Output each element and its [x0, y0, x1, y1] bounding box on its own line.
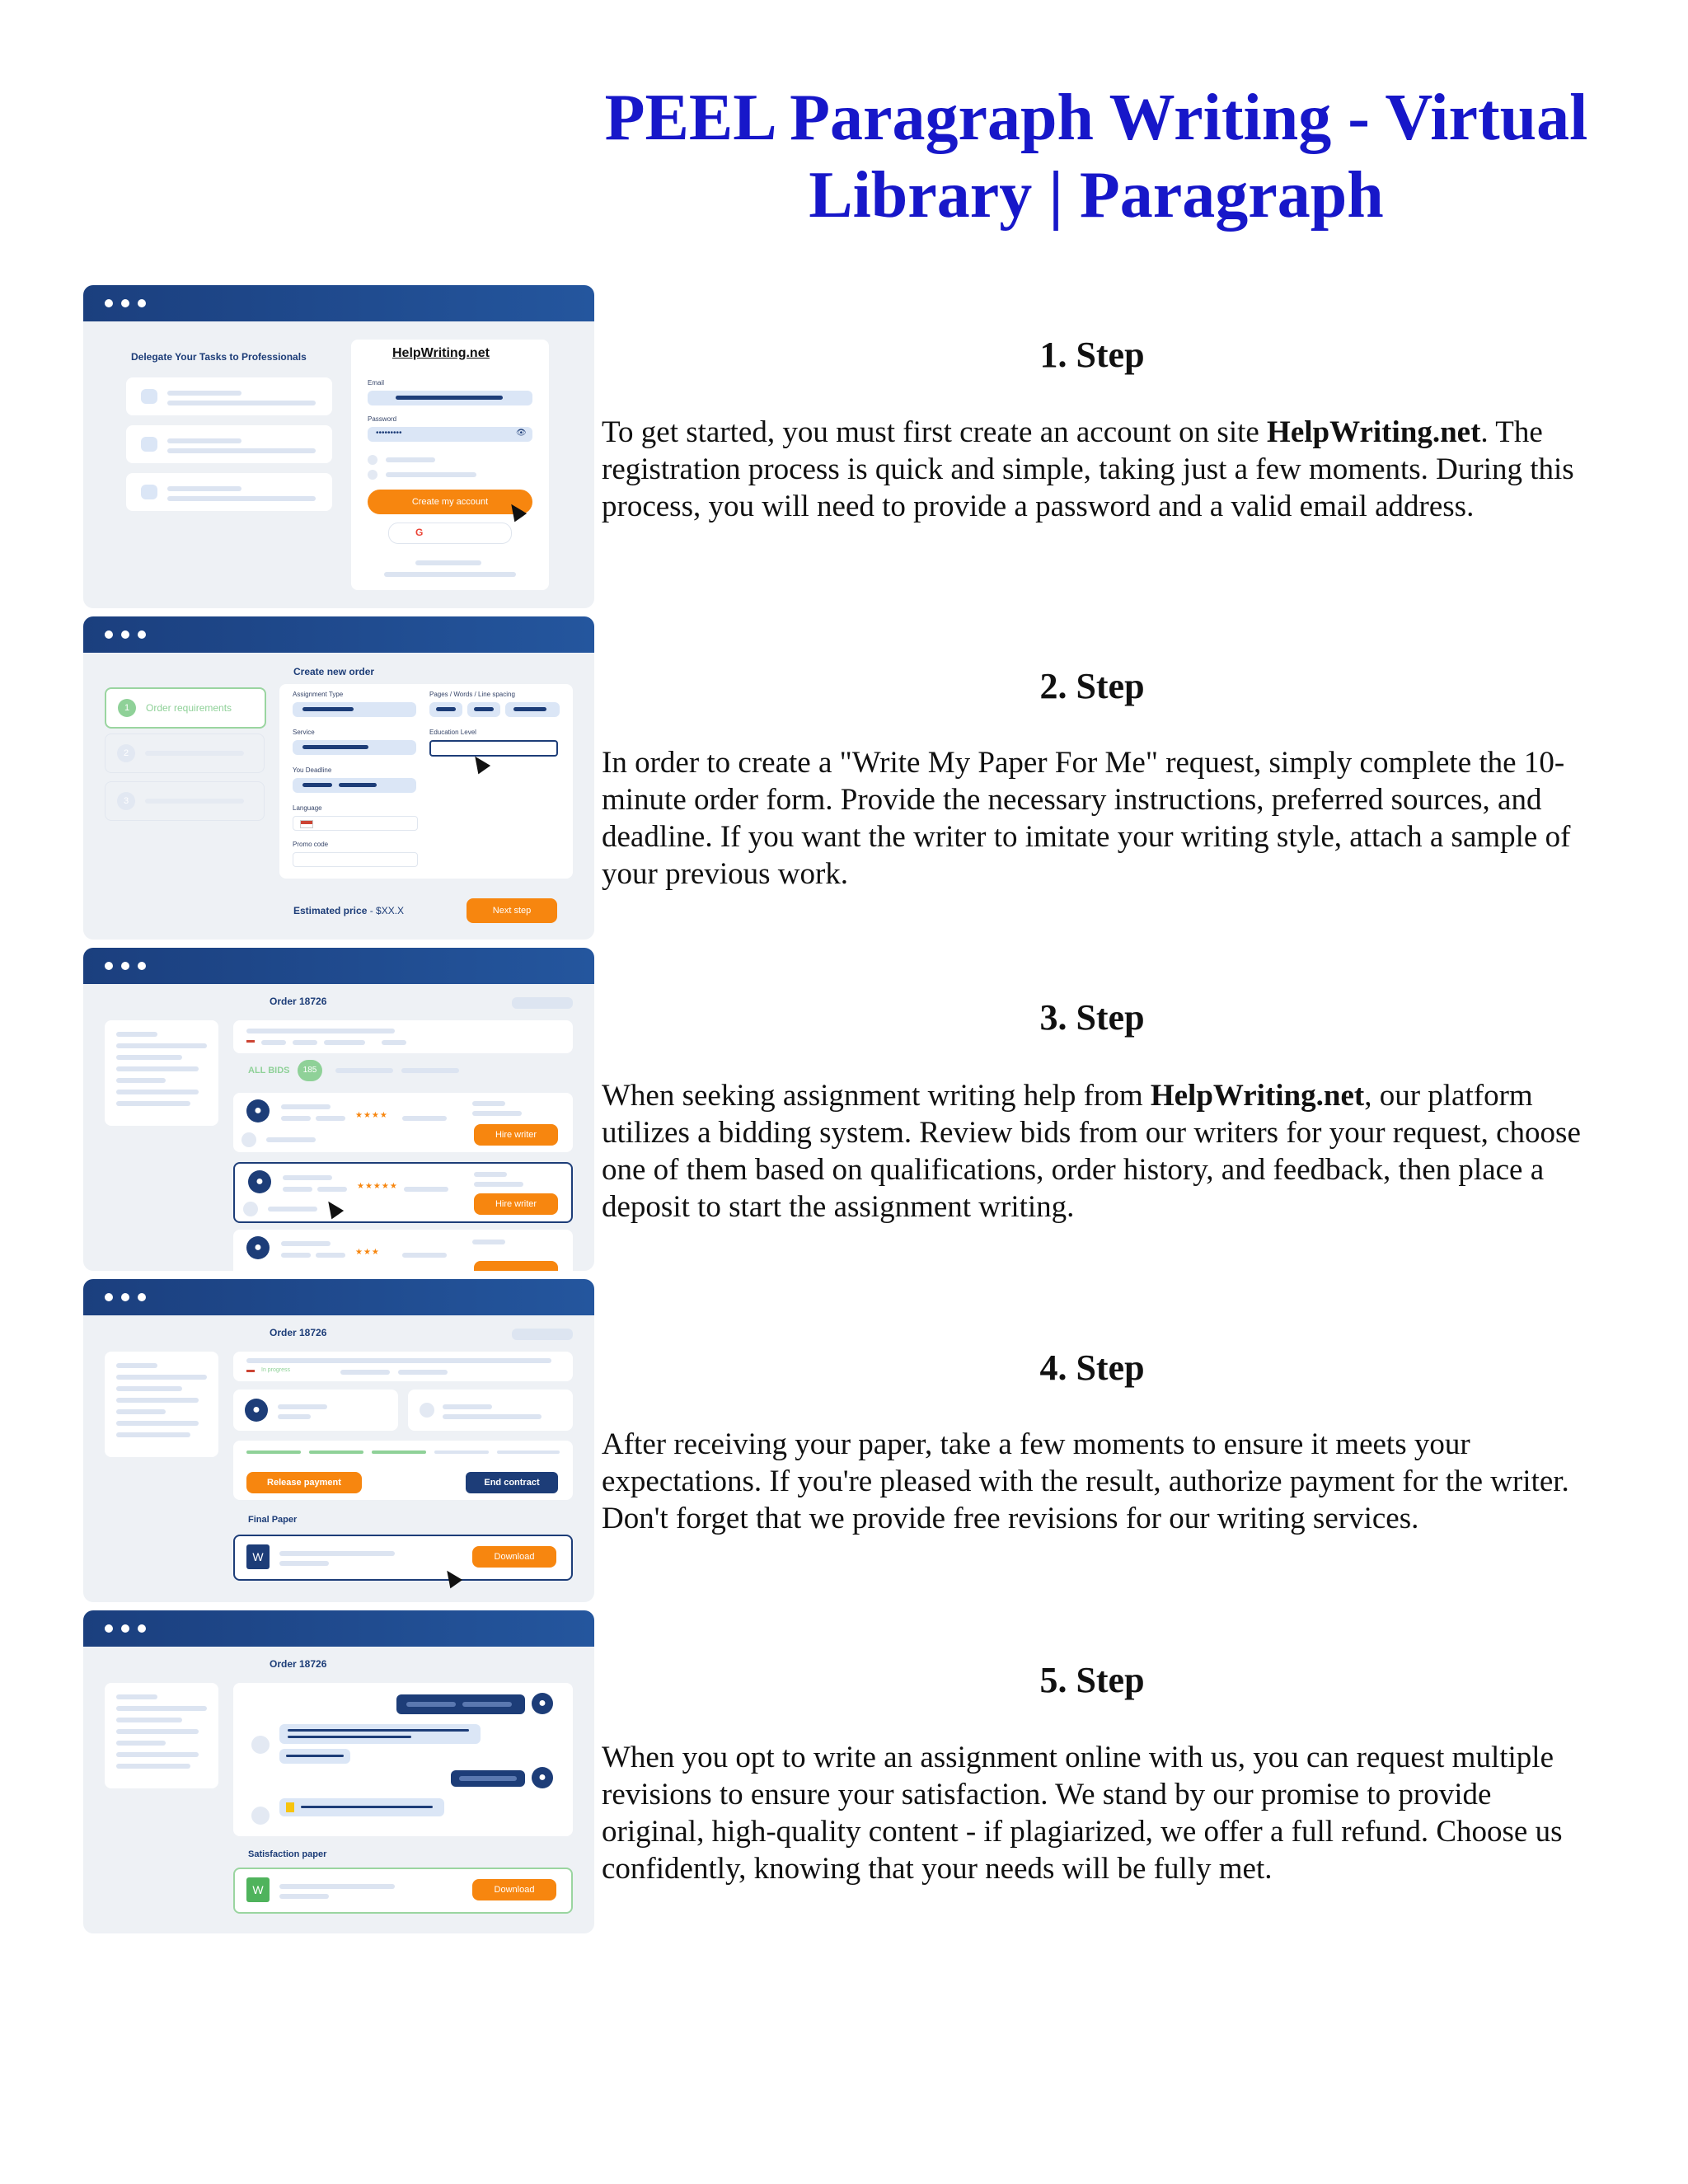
user-icon: ● [246, 1236, 270, 1259]
step-number: 1 [118, 699, 136, 717]
deadline-select[interactable] [293, 778, 416, 793]
hire-writer-button[interactable]: Hire writer [474, 1193, 558, 1215]
browser-bar [83, 616, 594, 653]
bids-count-badge: 185 [298, 1060, 322, 1081]
feature-card [126, 377, 332, 415]
rating-stars: ★★★★ [355, 1111, 388, 1120]
password-input[interactable] [368, 427, 532, 442]
step-5-heading: 5. Step [1039, 1660, 1145, 1700]
window-dot-icon [121, 299, 129, 307]
sidebar-card [105, 1683, 218, 1788]
satisfaction-paper-file[interactable] [233, 1868, 573, 1914]
delegate-heading: Delegate Your Tasks to Professionals [131, 351, 307, 363]
stepper-step-1[interactable] [105, 687, 266, 729]
window-dot-icon [138, 299, 146, 307]
step-2-text: In order to create a "Write My Paper For Me" request, simply complete the 10-minute order form. Provide the necessary instructions, preferred sources, and deadline. If you want the writer to imitate your writing style, attach a sample of your previous work. [602, 746, 1571, 891]
stepper-step-3[interactable]: 3 [105, 781, 265, 821]
step-1-heading: 1. Step [1039, 335, 1145, 375]
flag-icon [246, 1370, 255, 1375]
chat-card [408, 1390, 573, 1431]
order-summary-card [233, 1020, 573, 1053]
chat-attachment [279, 1798, 444, 1816]
order-title: Order 18726 [270, 996, 327, 1007]
window-dot-icon [105, 299, 113, 307]
chat-bubble-sent [451, 1770, 525, 1787]
download-button[interactable]: Download [472, 1546, 556, 1568]
step-5-text: When you opt to write an assignment online with us, you can request multiple revisions to ensure your satisfaction. We stand by our promise to provide original, high-quality content - if plagiarized, we offer a full refund. Choose us confidently, knowing that your needs will be fully met. [602, 1741, 1563, 1886]
window-dot-icon [138, 962, 146, 970]
file-icon [286, 1802, 294, 1812]
hire-writer-button-partial[interactable] [474, 1261, 558, 1271]
step-4-heading: 4. Step [1039, 1347, 1145, 1388]
email-label: Email [368, 379, 385, 387]
brand-name: HelpWriting.net [1150, 1079, 1365, 1113]
release-payment-button[interactable]: Release payment [246, 1472, 362, 1493]
order-status-card [233, 1352, 573, 1381]
all-bids-label: ALL BIDS [248, 1066, 290, 1076]
writer-card [233, 1390, 398, 1431]
mock-registration [83, 285, 594, 608]
window-dot-icon [138, 630, 146, 639]
create-account-button[interactable]: Create my account [368, 490, 532, 514]
flag-icon [300, 820, 313, 828]
window-dot-icon [121, 1624, 129, 1633]
sidebar-card [105, 1020, 218, 1126]
mock-order-form [83, 616, 594, 940]
rating-stars: ★★★★★ [357, 1182, 398, 1191]
email-input[interactable] [368, 391, 532, 405]
page-title: PEEL Paragraph Writing - Virtual Library | Paragraph [604, 82, 1588, 232]
chat-bubble-sent [396, 1694, 525, 1714]
step-4-text: After receiving your paper, take a few moments to ensure it meets your expectations. If you're pleased with the result, authorize payment for the writer. Don't forget that we provide free revisions for our writing services. [602, 1427, 1569, 1535]
final-paper-file[interactable] [233, 1535, 573, 1581]
end-contract-button[interactable]: End contract [466, 1472, 558, 1493]
user-icon: ● [246, 1099, 270, 1122]
brand-name: HelpWriting.net [1267, 415, 1481, 449]
mock-revisions [83, 1610, 594, 1933]
window-dot-icon [105, 630, 113, 639]
google-icon: G [415, 527, 424, 538]
feature-card [126, 473, 332, 511]
google-signin-button[interactable] [388, 523, 512, 544]
browser-bar [83, 285, 594, 321]
step-3-text: When seeking assignment writing help from HelpWriting.net, our platform utilizes a bidding system. Review bids from our writers for your request, choose one of them based on qualifications, order history, and feedback, then place a deposit to start the assignment writing. [602, 1079, 1581, 1224]
estimated-price: Estimated price - $XX.X [293, 905, 405, 916]
status-badge: In progress [261, 1367, 291, 1373]
user-icon: ● [245, 1399, 268, 1422]
flag-icon [246, 1040, 255, 1045]
order-form-card: Assignment Type Pages / Words / Line spacing Service Education Level You Deadline Language Promo code [279, 684, 573, 879]
window-dot-icon [121, 630, 129, 639]
user-icon: ● [532, 1693, 553, 1714]
feature-card [126, 425, 332, 463]
eye-icon[interactable]: 👁 [516, 429, 527, 438]
window-dot-icon [105, 1624, 113, 1633]
window-dot-icon [138, 1624, 146, 1633]
password-mask: ••••••••• [376, 429, 402, 438]
progress-card [233, 1441, 573, 1500]
sidebar-card [105, 1352, 218, 1457]
final-paper-label: Final Paper [248, 1515, 298, 1525]
bid-card[interactable] [233, 1093, 573, 1152]
promo-code-input[interactable] [293, 852, 418, 867]
browser-bar [83, 1610, 594, 1647]
step-2-heading: 2. Step [1039, 666, 1145, 706]
next-step-button[interactable]: Next step [467, 898, 557, 923]
step-1-text: To get started, you must first create an account on site HelpWriting.net. The registration process is quick and simple, taking just a few moments. During this process, you will need to provide a password and a valid email address. [602, 415, 1574, 523]
file-icon: W [246, 1877, 270, 1902]
satisfaction-paper-label: Satisfaction paper [248, 1849, 327, 1859]
education-level-select[interactable] [429, 740, 558, 757]
order-title: Order 18726 [270, 1658, 327, 1670]
window-dot-icon [121, 962, 129, 970]
hire-writer-button[interactable]: Hire writer [474, 1124, 558, 1146]
rating-stars: ★★★ [355, 1248, 380, 1257]
browser-bar [83, 1279, 594, 1315]
file-icon: W [246, 1544, 270, 1569]
step-3-heading: 3. Step [1039, 997, 1145, 1038]
window-dot-icon [138, 1293, 146, 1301]
mock-final-paper [83, 1279, 594, 1602]
assignment-type-select[interactable] [293, 702, 416, 717]
bid-card-selected[interactable] [233, 1162, 573, 1223]
password-label: Password [368, 415, 397, 423]
window-dot-icon [121, 1293, 129, 1301]
create-order-heading: Create new order [293, 666, 375, 677]
chat-thread [233, 1683, 573, 1836]
user-icon: ● [532, 1767, 553, 1788]
user-icon: ● [248, 1170, 271, 1193]
window-dot-icon [105, 962, 113, 970]
service-select[interactable] [293, 740, 416, 755]
chat-bubble-received [279, 1724, 481, 1744]
window-dot-icon [105, 1293, 113, 1301]
mock-bids [83, 948, 594, 1271]
signup-form [351, 340, 549, 590]
download-button[interactable]: Download [472, 1879, 556, 1900]
bid-card[interactable] [233, 1230, 573, 1271]
order-title: Order 18726 [270, 1327, 327, 1338]
browser-bar [83, 948, 594, 984]
step-label: Order requirements [146, 702, 232, 714]
brand-logo: HelpWriting.net [392, 346, 490, 360]
stepper-step-2[interactable]: 2 [105, 733, 265, 773]
language-select[interactable] [293, 816, 418, 831]
